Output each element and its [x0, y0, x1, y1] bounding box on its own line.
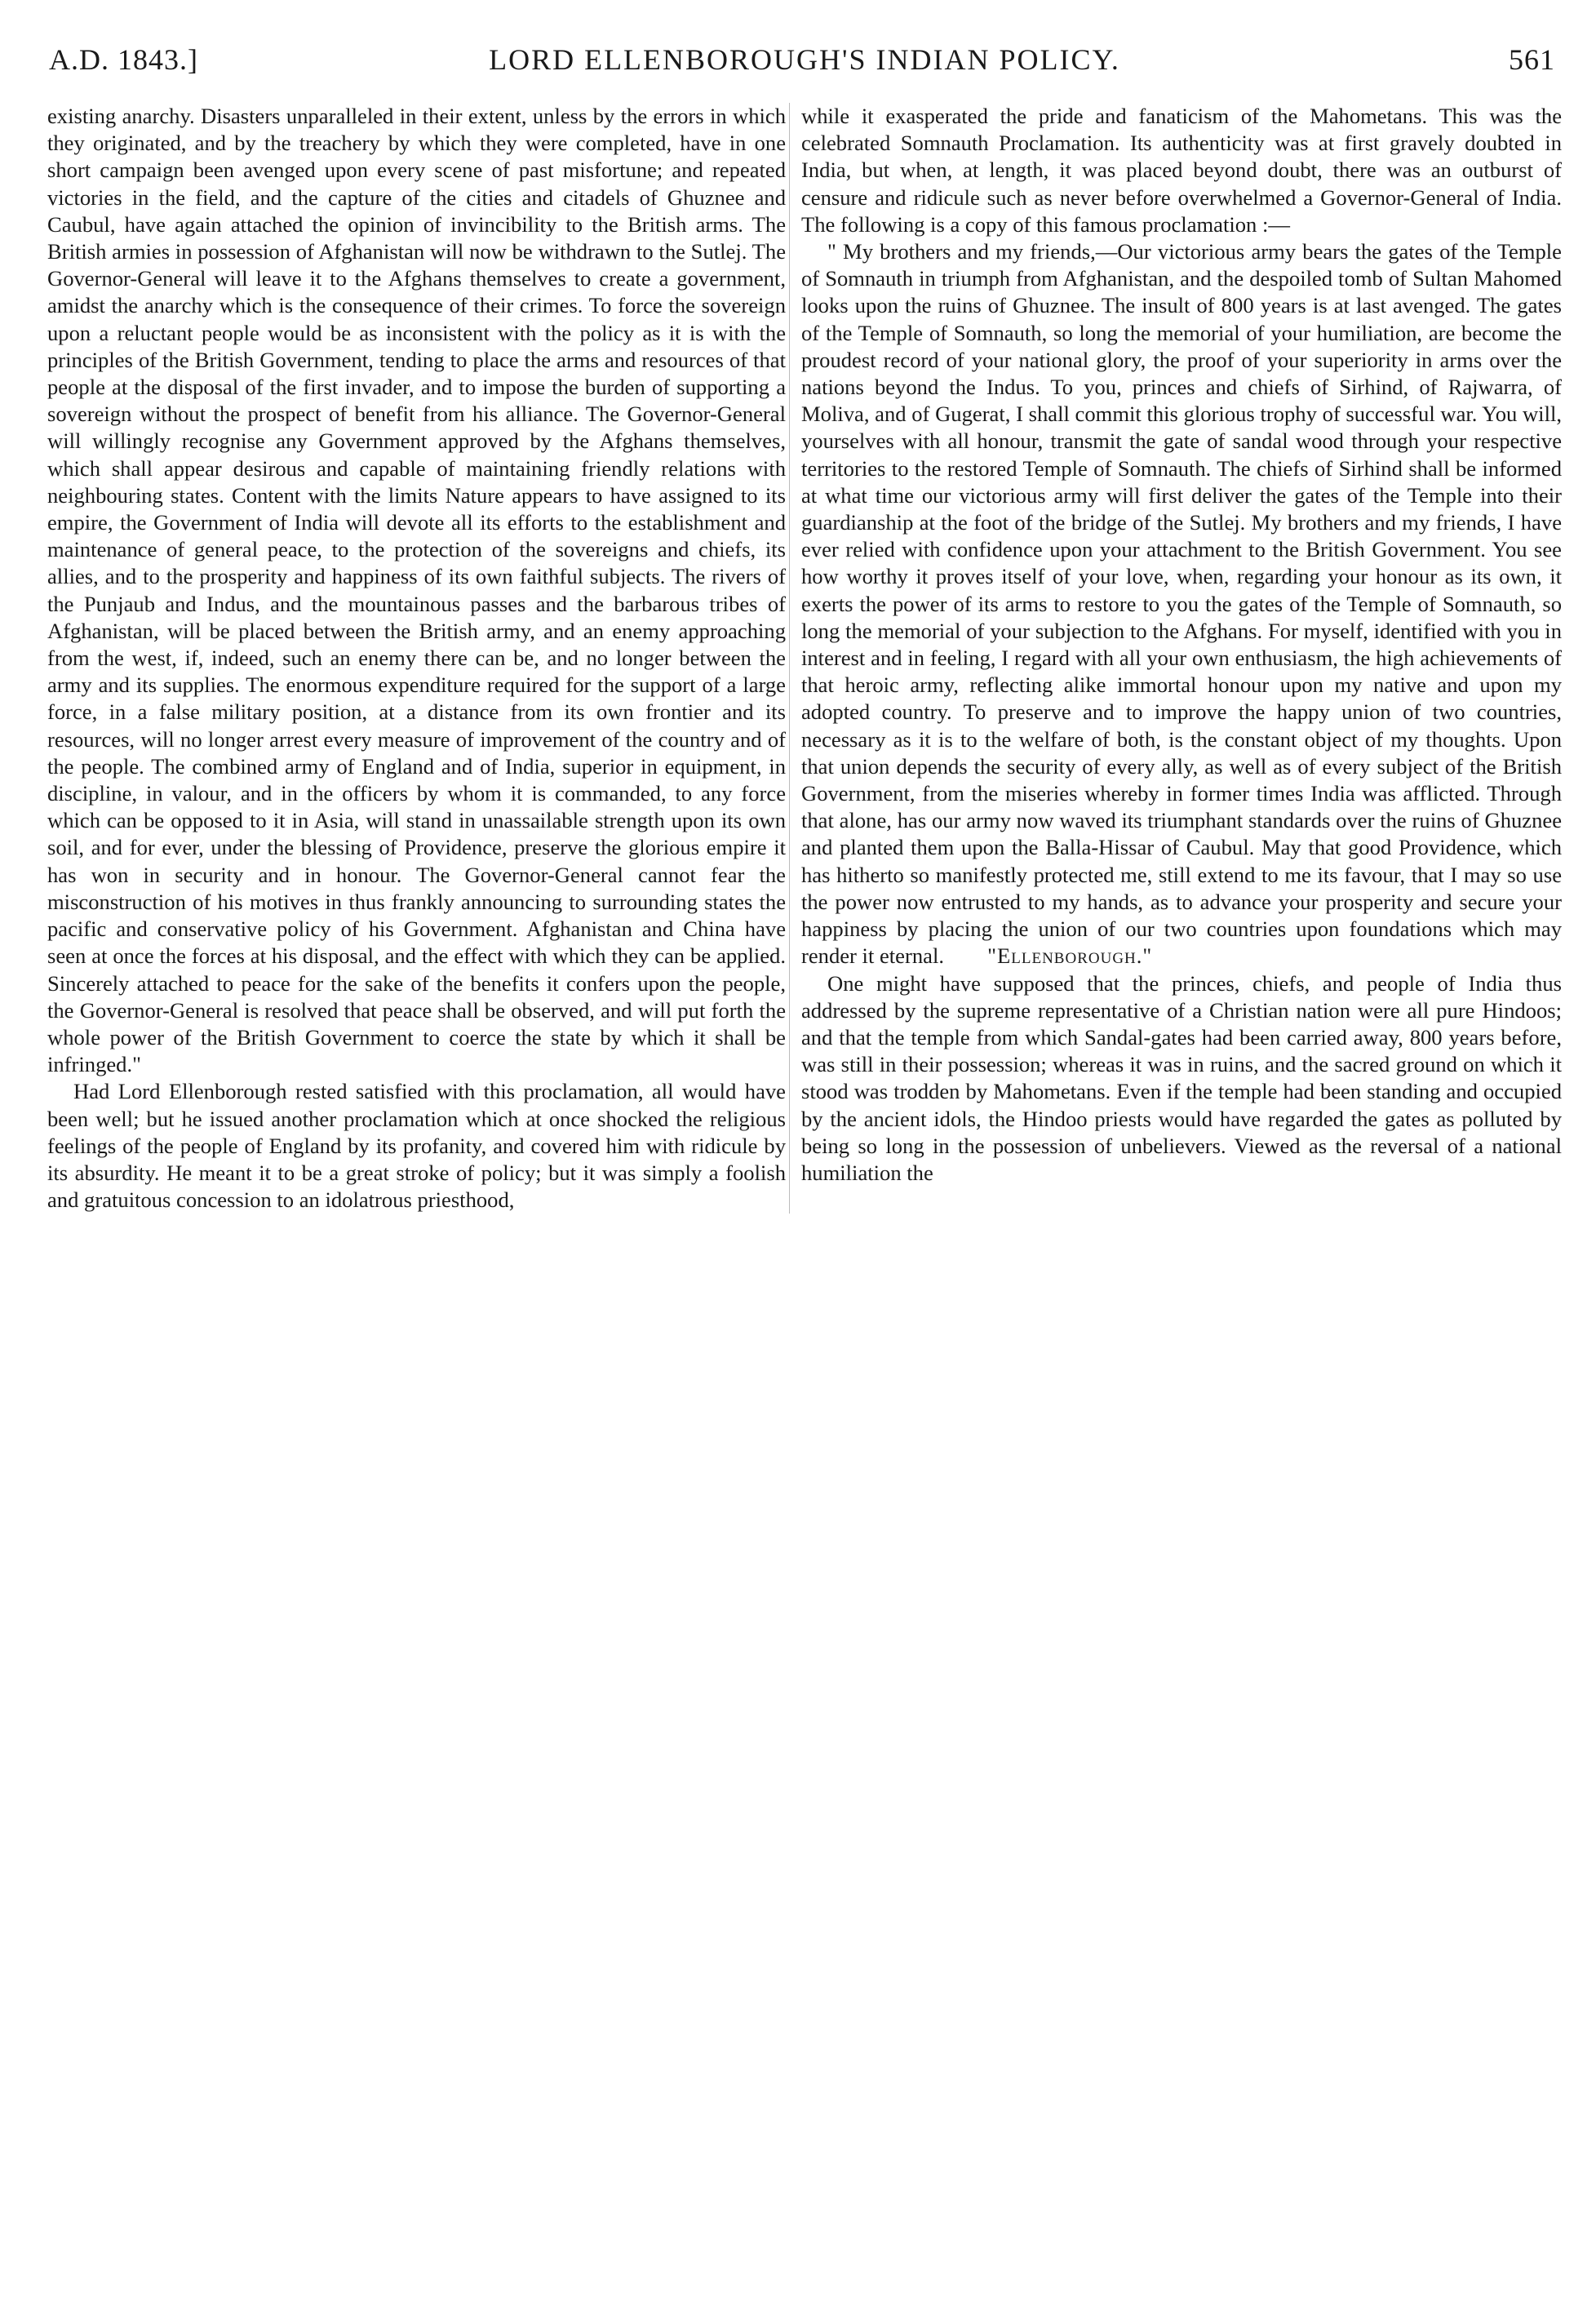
left-paragraph-2: Had Lord Ellenborough rested satisfied with this proclamation, all would have been well; but he issued another proclamation which at once shocked the religious feelings of the people of England by its profanity, and covered him with ridicule by its absurdity. He meant it to be a great stroke of policy; but it was simply a foolish and gratuitous concession to an idolatrous priesthood,: [47, 1079, 786, 1213]
running-head: [47, 42, 1562, 80]
left-column: [47, 103, 786, 1214]
right-paragraph-3: One might have supposed that the princes, chiefs, and people of India thus addressed by the supreme representative of a Christian nation were all pure Hindoos; and that the temple from which Sandal-gates had been carried away, 800 years before, was still in their possession; whereas it was in ruins, and the sacred ground on which it stood was trodden by Mahometans. Even if the temple had been standing and occupied by the ancient idols, the Hindoo priests would have regarded the gates as polluted by being so long in the possession of unbelievers. Viewed as the reversal of a national humiliation the: [801, 970, 1562, 1185]
running-head-date: A.D. 1843.]: [49, 43, 198, 76]
proclamation-text: " My brothers and my friends,—Our victorious army bears the gates of the Temple of Somnauth in triumph from Afghanistan, and the despoiled tomb of Sultan Mahomed looks upon the ruins of Ghuznee. The insult of 800 years is at last avenged. The gates of the Temple of Somnauth, so long the memorial of your humiliation, are become the proudest record of your national glory, the proof of your superiority in arms over the nations beyond the Indus. To you, princes and chiefs of Sirhind, of Rajwarra, of Moliva, and of Gugerat, I shall commit this glorious trophy of successful war. You will, yourselves with all honour, transmit the gate of sandal wood through your respective territories to the restored Temple of Somnauth. The chiefs of Sirhind shall be informed at what time our victorious army will first deliver the gates of the Temple into their guardianship at the foot of the bridge of the Sutlej. My brothers and my friends, I have ever relied with confidence upon your attachment to the British Government. You see how worthy it proves itself of your love, when, regarding your honour as its own, it exerts the power of its arms to restore to you the gates of the Temple of Somnauth, so long the memorial of your subjection to the Afghans. For myself, identified with you in interest and in feeling, I regard with all your own enthusiasm, the high achievements of that heroic army, reflecting alike immortal honour upon my native and upon my adopted country. To preserve and to improve the happy union of two countries, necessary as it is to the welfare of both, is the constant object of my thoughts. Upon that union depends the security of every ally, as well as of every subject of the British Government, from the miseries whereby in former times India was afflicted. Through that alone, has our army now waved its triumphant standards over the ruins of Ghuznee and planted them upon the Balla-Hissar of Caubul. May that good Providence, which has hitherto so manifestly protected me, still extend to me its favour, that I may so use the power now entrusted to my hands, as to advance your prosperity and secure your happiness by placing the union of our two countries upon foundations which may render it eternal.: [801, 239, 1562, 969]
column-divider: [789, 103, 790, 1214]
proclamation-signature: "Ellenborough.": [987, 943, 1153, 969]
running-head-title: LORD ELLENBOROUGH'S INDIAN POLICY.: [489, 43, 1120, 76]
proclamation-paragraph: [801, 238, 1562, 970]
right-paragraph-1: while it exasperated the pride and fanaticism of the Mahometans. This was the celebrated Somnauth Proclamation. Its authenticity was at first gravely doubted in India, but when, at length, it was placed beyond doubt, there was an outburst of censure and ridicule such as never before overwhelmed a Governor-General of India. The following is a copy of this famous proclamation :—: [801, 104, 1562, 237]
page-number: 561: [1509, 43, 1555, 76]
left-paragraph-1: existing anarchy. Disasters unparalleled in their extent, unless by the errors in which they originated, and by the treachery by which they were completed, have in one short campaign been avenged upon every scene of past misfortune; and repeated victories in the field, and the capture of the cities and citadels of Ghuznee and Caubul, have again attached the opinion of invincibility to the British arms. The British armies in possession of Afghanistan will now be withdrawn to the Sutlej. The Governor-General will leave it to the Afghans themselves to create a government, amidst the anarchy which is the consequence of their crimes. To force the sovereign upon a reluctant people would be as inconsistent with the policy as it is with the principles of the British Government, tending to place the arms and resources of that people at the disposal of the first invader, and to impose the burden of supporting a sovereign without the prospect of benefit from his alliance. The Governor-General will willingly recognise any Government approved by the Afghans themselves, which shall appear desirous and capable of maintaining friendly relations with neighbouring states. Content with the limits Nature appears to have assigned to its empire, the Government of India will devote all its efforts to the establishment and maintenance of general peace, to the protection of the sovereigns and chiefs, its allies, and to the prosperity and happiness of its own faithful subjects. The rivers of the Punjaub and Indus, and the mountainous passes and the barbarous tribes of Afghanistan, will be placed between the British army, and an enemy approaching from the west, if, indeed, such an enemy there can be, and no longer between the army and its supplies. The enormous expenditure required for the support of a large force, in a false military position, at a distance from its own frontier and its resources, will no longer arrest every measure of improvement of the country and of the people. The combined army of England and of India, superior in equipment, in discipline, in valour, and in the officers by whom it is commanded, to any force which can be opposed to it in Asia, will stand in unassailable strength upon its own soil, and for ever, under the blessing of Providence, preserve the glorious empire it has won in security and in honour. The Governor-General cannot fear the misconstruction of his motives in thus frankly announcing to surrounding states the pacific and conservative policy of his Government. Afghanistan and China have seen at once the forces at his disposal, and the effect with which they can be applied. Sincerely attached to peace for the sake of the benefits it confers upon the people, the Governor-General is resolved that peace shall be observed, and will put forth the whole power of the British Government to coerce the state by which it shall be infringed.": [47, 104, 786, 1077]
text-columns: [47, 103, 1562, 1214]
right-column: [793, 103, 1562, 1214]
